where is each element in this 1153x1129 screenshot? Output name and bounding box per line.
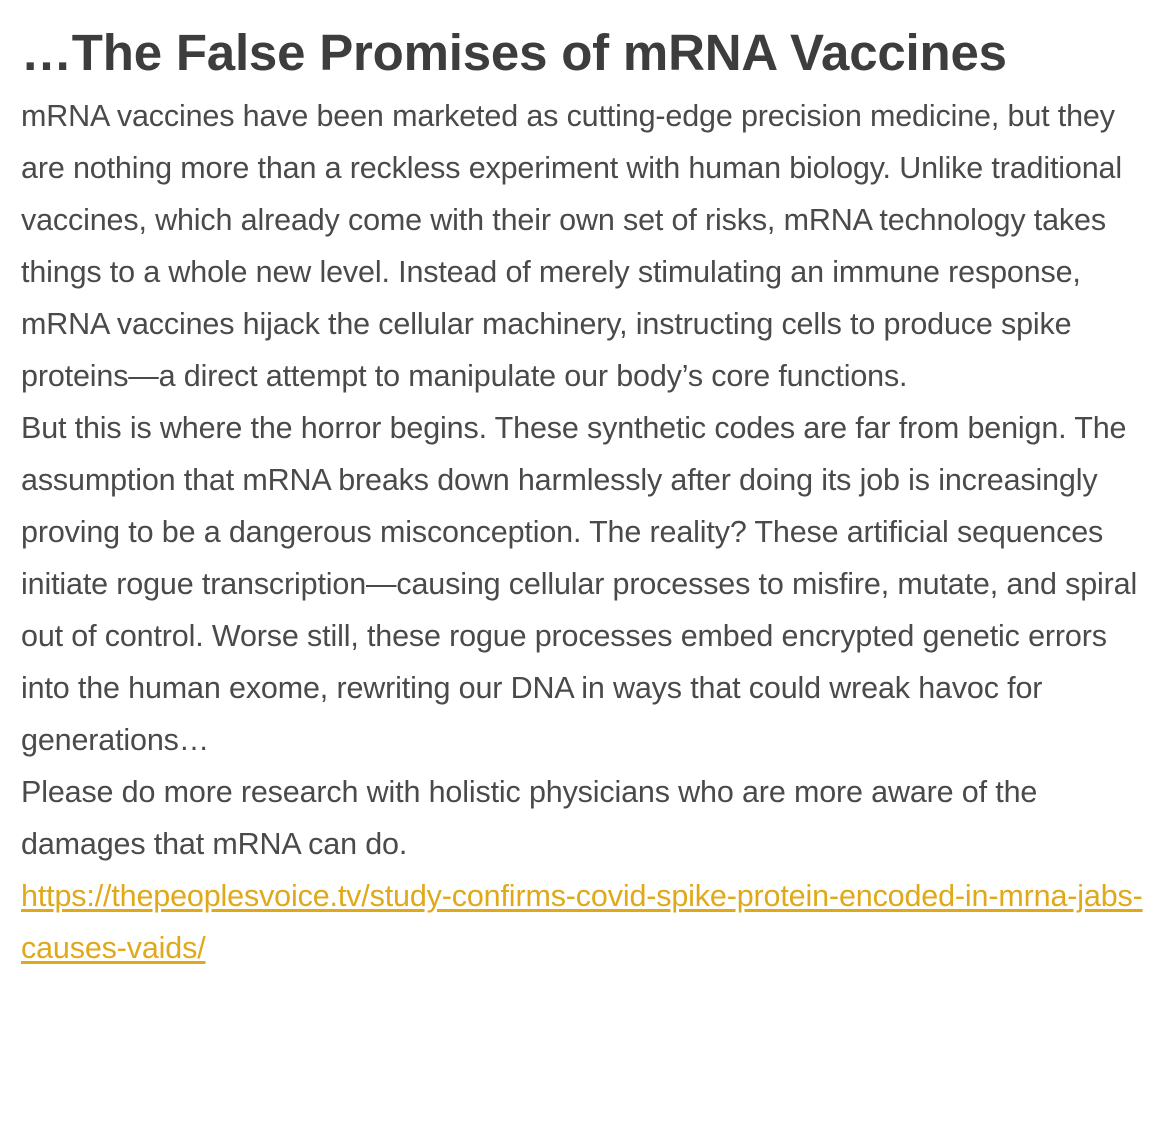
note-content	[21, 22, 1143, 974]
note-paragraph-3: Please do more research with holistic physicians who are more aware of the damages that mRNA can do.	[21, 775, 1038, 861]
article-link[interactable]: https://thepeoplesvoice.tv/study-confirms-covid-spike-protein-encoded-in-mrna-jabs-causes-vaids/	[21, 879, 1143, 965]
note-paragraph-2: But this is where the horror begins. These synthetic codes are far from benign. The assumption that mRNA breaks down harmlessly after doing its job is increasingly proving to be a dangerous misconception. The reality? These artificial sequences initiate rogue transcription—causing cellular processes to misfire, mutate, and spiral out of control. Worse still, these rogue processes embed encrypted genetic errors into the human exome, rewriting our DNA in ways that could wreak havoc for generations…	[21, 411, 1138, 757]
note-body[interactable]	[21, 90, 1143, 974]
note-paragraph-1: mRNA vaccines have been marketed as cutting-edge precision medicine, but they are nothing more than a reckless experiment with human biology. Unlike traditional vaccines, which already come with their own set of risks, mRNA technology takes things to a whole new level. Instead of merely stimulating an immune response, mRNA vaccines hijack the cellular machinery, instructing cells to produce spike proteins—a direct attempt to manipulate our body’s core functions.	[21, 99, 1122, 393]
note-title[interactable]: …The False Promises of mRNA Vaccines	[21, 24, 1007, 81]
